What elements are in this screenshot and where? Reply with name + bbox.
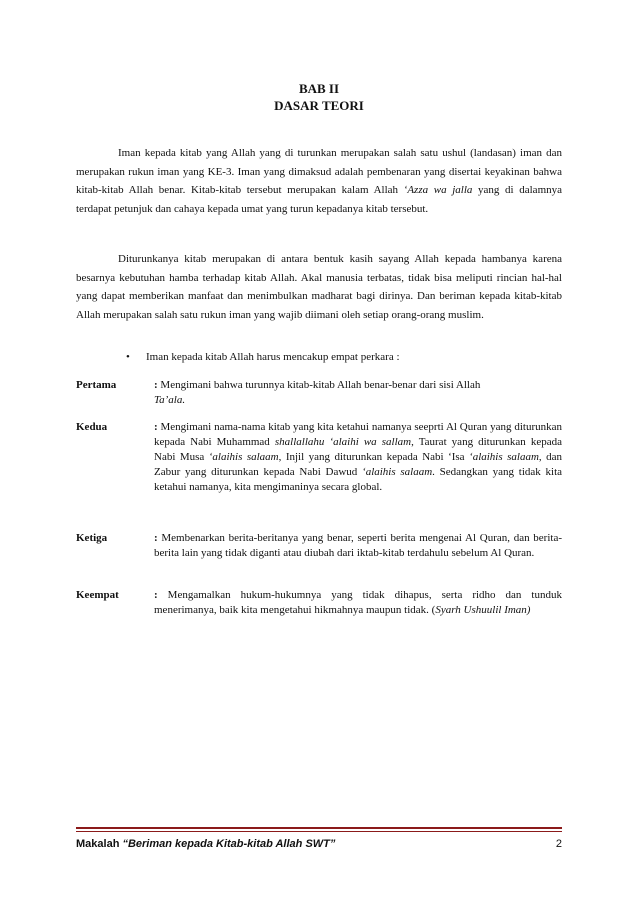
footer-rule-thin bbox=[76, 831, 562, 832]
item-colon: : bbox=[154, 379, 158, 391]
chapter-number: BAB II bbox=[298, 81, 340, 96]
bullet-item bbox=[126, 348, 400, 366]
paragraph-2: Diturunkanya kitab merupakan di antara bentuk kasih sayang Allah kepada hambanya karena besarnya kebutuhan hamba terhadap kitab Allah. Akal manusia terbatas, tidak bisa meliputi rincian hal-hal yang dapat memberikan manfaat dan menimbulkan madharat bagi dirinya. Dan beriman kepada kitab-kitab Allah merupakan salah satu rukun iman yang wajib diimani oleh setiap orang-orang muslim. bbox=[76, 253, 562, 321]
page-number: 2 bbox=[555, 838, 562, 850]
item-label: Kedua bbox=[76, 421, 108, 433]
item-italic-3: ‘alaihis salaam bbox=[469, 451, 539, 463]
chapter-title: DASAR TEORI bbox=[274, 98, 364, 113]
item-body: Mengamalkan hukum-hukumnya yang tidak dihapus, serta ridho dan tunduk menerimanya, baik kita mengetahui hikmahnya maupun tidak. ( bbox=[154, 589, 562, 616]
item-italic-4: ‘alaihis salaam bbox=[362, 466, 433, 478]
item-colon: : bbox=[154, 589, 158, 601]
paragraph-1-end: yang di dalamnya terdapat petunjuk dan cahaya kepada umat yang turun kepadanya kitab tersebut. bbox=[76, 184, 563, 215]
footer-rule-thick bbox=[76, 827, 562, 829]
footer-title bbox=[76, 838, 335, 850]
item-text bbox=[154, 531, 562, 561]
item-body: Mengimani bahwa turunnya kitab-kitab Allah benar-benar dari sisi Allah bbox=[157, 379, 481, 391]
item-colon: : bbox=[154, 421, 158, 433]
item-body-4: , dan Zabur yang diturunkan kepada Nabi Dawud bbox=[154, 451, 562, 478]
bullet-text: Iman kepada kitab Allah harus mencakup empat perkara : bbox=[146, 351, 400, 363]
item-italic: Syarh Ushuulil Iman) bbox=[435, 604, 531, 616]
item-label: Keempat bbox=[76, 589, 119, 601]
footer-book-title: “Beriman kepada Kitab-kitab Allah SWT” bbox=[122, 838, 336, 850]
item-italic-1: shallallahu ‘alaihi wa sallam bbox=[274, 436, 412, 448]
item-body-5: . Sedangkan yang tidak kita ketahui namanya, kita mengimaninya secara global. bbox=[154, 466, 563, 493]
item-colon: : bbox=[154, 532, 158, 544]
paragraph-1-italic: ‘Azza wa jalla bbox=[403, 184, 473, 196]
item-body: Membenarkan berita-beritanya yang benar, seperti berita mengenai Al Quran, dan berita-berita lain yang tidak diganti atau diubah dari iktab-kitab terdahulu sebelum Al Quran. bbox=[154, 532, 562, 559]
item-body-2: , Taurat yang diturunkan kepada Nabi Musa bbox=[154, 436, 562, 463]
item-italic: Ta’ala. bbox=[154, 394, 186, 406]
footer-prefix: Makalah bbox=[76, 838, 123, 850]
paragraph-1-text: Iman kepada kitab yang Allah yang di turunkan merupakan salah satu ushul (landasan) iman dan merupakan rukun iman yang KE-3. Iman yang dimaksud adalah pembenaran yang disertai keyakinan bahwa kitab-kitab Allah benar. Kitab-kitab tersebut merupakan kalam Allah bbox=[76, 147, 562, 196]
item-text bbox=[154, 420, 562, 495]
item-text bbox=[154, 588, 562, 618]
item-body-3: , Injil yang diturunkan kepada Nabi ‘Isa bbox=[278, 451, 470, 463]
item-italic-2: ‘alaihis salaam bbox=[208, 451, 279, 463]
item-text bbox=[154, 378, 562, 408]
item-label: Ketiga bbox=[76, 532, 108, 544]
bullet-icon: • bbox=[126, 351, 130, 363]
item-body-1: Mengimani nama-nama kitab yang kita ketahui namanya seeprti Al Quran yang diturunkan kepada Nabi Muhammad bbox=[154, 421, 562, 448]
item-label: Pertama bbox=[76, 379, 117, 391]
paragraph-1 bbox=[76, 144, 562, 218]
